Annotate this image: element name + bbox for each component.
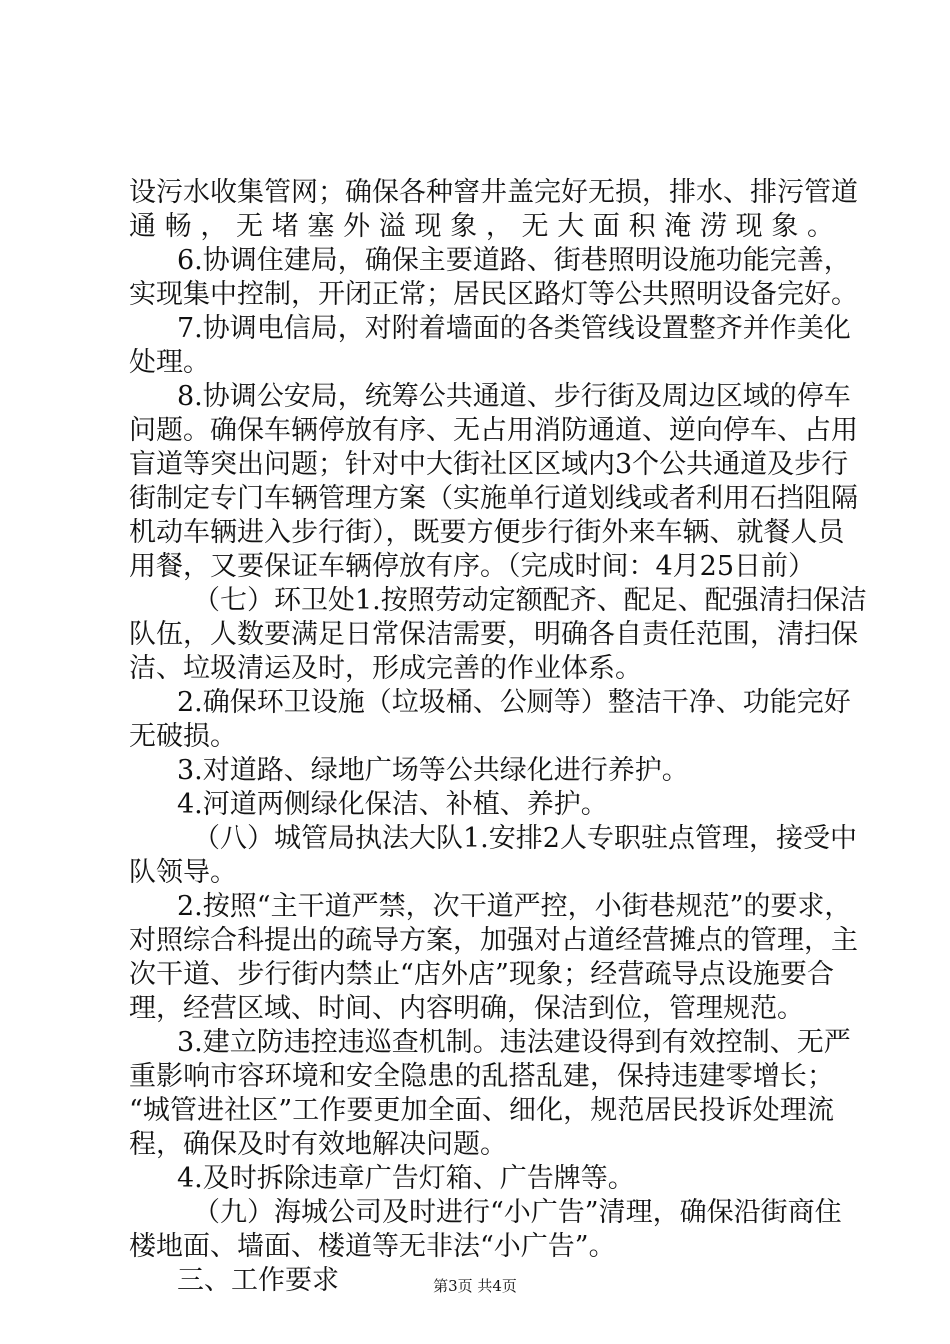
text-line: 对照综合科提出的疏导方案，加强对占道经营摊点的管理，主 bbox=[129, 925, 858, 956]
text-line: 程，确保及时有效地解决问题。 bbox=[129, 1129, 507, 1160]
text-line: 通畅，无堵塞外溢现象，无大面积淹涝现象。 bbox=[129, 211, 834, 242]
text-line: （八）城管局执法大队1.安排2人专职驻点管理，接受中 bbox=[193, 823, 857, 854]
text-line: 盲道等突出问题；针对中大街社区区域内3个公共通道及步行 bbox=[129, 449, 849, 480]
text-line: 街制定专门车辆管理方案（实施单行道划线或者利用石挡阻隔 bbox=[129, 483, 858, 514]
text-line: 楼地面、墙面、楼道等无非法“小广告”。 bbox=[129, 1231, 616, 1262]
page-number: 第3页 共4页 bbox=[433, 1277, 517, 1295]
text-line: 2.确保环卫设施（垃圾桶、公厕等）整洁干净、功能完好 bbox=[177, 687, 851, 718]
text-line: 4.及时拆除违章广告灯箱、广告牌等。 bbox=[177, 1163, 635, 1194]
text-line: 次干道、步行街内禁止“店外店”现象；经营疏导点设施要合 bbox=[129, 959, 834, 990]
text-line: “城管进社区”工作要更加全面、细化，规范居民投诉处理流 bbox=[129, 1095, 834, 1126]
text-line: 处理。 bbox=[129, 347, 210, 378]
text-line: 重影响市容环境和安全隐患的乱搭乱建，保持违建零增长； bbox=[129, 1061, 834, 1092]
text-line: 机动车辆进入步行街），既要方便步行街外来车辆、就餐人员 bbox=[129, 517, 845, 548]
text-line: 8.协调公安局，统筹公共通道、步行街及周边区域的停车 bbox=[177, 381, 851, 412]
text-line: 实现集中控制，开闭正常；居民区路灯等公共照明设备完好。 bbox=[129, 279, 858, 310]
text-line: 洁、垃圾清运及时，形成完善的作业体系。 bbox=[129, 653, 642, 684]
text-line: 7.协调电信局，对附着墙面的各类管线设置整齐并作美化 bbox=[177, 313, 851, 344]
text-line: 4.河道两侧绿化保洁、补植、养护。 bbox=[177, 789, 608, 820]
text-line: 问题。确保车辆停放有序、无占用消防通道、逆向停车、占用 bbox=[129, 415, 858, 446]
text-line: 3.对道路、绿地广场等公共绿化进行养护。 bbox=[177, 755, 689, 786]
text-line: 理，经营区域、时间、内容明确，保洁到位，管理规范。 bbox=[129, 993, 804, 1024]
section-heading: 三、工作要求 bbox=[177, 1265, 339, 1296]
text-line: 设污水收集管网；确保各种窨井盖完好无损，排水、排污管道 bbox=[129, 177, 858, 208]
text-line: 2.按照“主干道严禁，次干道严控，小街巷规范”的要求， bbox=[177, 891, 852, 922]
text-line: 无破损。 bbox=[129, 721, 237, 752]
text-line: 用餐，又要保证车辆停放有序。（完成时间：4月25日前） bbox=[129, 551, 816, 582]
text-line: 队伍，人数要满足日常保洁需要，明确各自责任范围，清扫保 bbox=[129, 619, 858, 650]
text-line: （九）海城公司及时进行“小广告”清理，确保沿街商住 bbox=[193, 1197, 842, 1228]
text-line: 队领导。 bbox=[129, 857, 237, 888]
text-line: （七）环卫处1.按照劳动定额配齐、配足、配强清扫保洁 bbox=[193, 585, 867, 616]
text-line: 6.协调住建局，确保主要道路、街巷照明设施功能完善， bbox=[177, 245, 851, 276]
text-line: 3.建立防违控违巡查机制。违法建设得到有效控制、无严 bbox=[177, 1027, 851, 1058]
